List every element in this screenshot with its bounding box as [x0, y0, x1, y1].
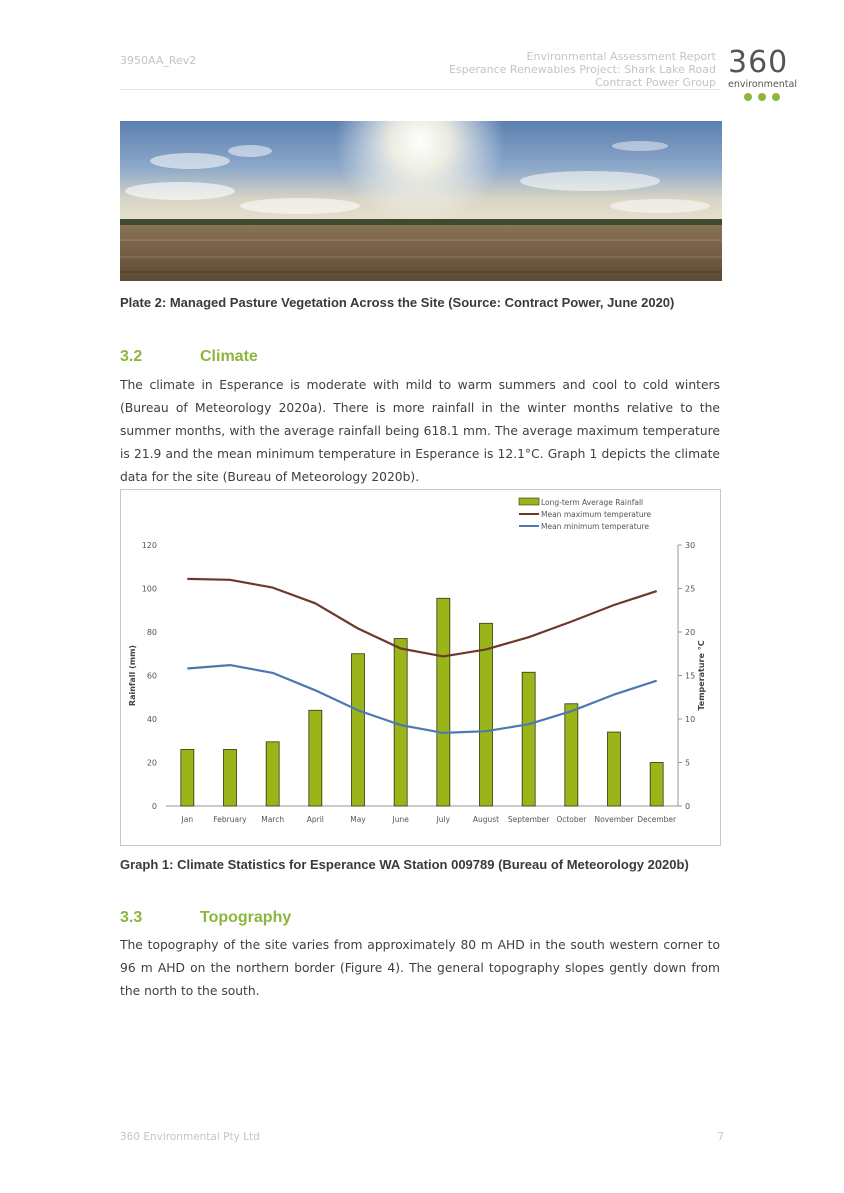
x-tick-label: December [637, 815, 677, 824]
document-reference: 3950AA_Rev2 [120, 54, 197, 67]
climate-chart [120, 489, 721, 846]
company-logo [728, 45, 808, 96]
rainfall-bar [352, 654, 365, 806]
header-divider [120, 89, 720, 90]
pasture-photo [120, 121, 722, 281]
climate-paragraph: The climate in Esperance is moderate with mild to warm summers and cool to cold winters (Bureau of Meteorology 2020a). There is more rainfall in the winter months relative to the summer months, with the average rainfall being 618.1 mm. The average maximum temperature is 21.9 and the mean minimum temperature in Esperance is 12.1°C. Graph 1 depicts the climate data for the site (Bureau of Meteorology 2020b). [120, 378, 720, 484]
rainfall-bar [650, 763, 663, 807]
page-number: 7 [717, 1131, 724, 1143]
rainfall-bar [181, 749, 194, 806]
max-temperature-line [187, 579, 656, 657]
x-tick-label: July [436, 815, 451, 824]
legend-label: Mean maximum temperature [541, 510, 652, 519]
legend-label: Long-term Average Rainfall [541, 498, 644, 507]
y-tick-label: 80 [146, 628, 157, 637]
header-titles [449, 50, 716, 89]
x-tick-label: March [261, 815, 285, 824]
rainfall-bar [266, 742, 279, 806]
x-tick-label: August [472, 815, 500, 824]
logo-word: environmental [728, 79, 797, 90]
rainfall-bar [522, 672, 535, 806]
logo-dots-icon [744, 88, 786, 106]
y2-tick-label: 5 [685, 758, 691, 768]
min-temperature-line [187, 665, 656, 733]
y2-axis-title: Temperature °C [697, 640, 706, 711]
y2-tick-label: 0 [685, 802, 691, 811]
rainfall-bar [608, 732, 621, 806]
legend-label: Mean minimum temperature [541, 522, 649, 531]
rainfall-bar [565, 704, 578, 806]
section-number: 3.3 [120, 909, 143, 926]
y2-tick-label: 10 [685, 715, 696, 724]
x-tick-label: April [306, 815, 324, 824]
rainfall-bar [394, 639, 407, 806]
graph-caption: Graph 1: Climate Statistics for Esperance WA Station 009789 (Bureau of Meteorology 2020b) [120, 857, 689, 872]
section-heading-climate [120, 348, 258, 366]
section-title: Topography [200, 909, 292, 926]
y-tick-label: 40 [146, 715, 157, 724]
x-tick-label: June [392, 815, 409, 824]
x-tick-label: September [507, 815, 550, 824]
header-title-project: Esperance Renewables Project: Shark Lake Road [448, 63, 716, 76]
y-tick-label: 100 [141, 584, 157, 594]
header-title-report: Environmental Assessment Report [526, 50, 716, 63]
footer-company: 360 Environmental Pty Ltd [120, 1131, 260, 1143]
y2-tick-label: 15 [685, 671, 696, 681]
climate-chart-svg [121, 490, 722, 847]
header-title-client: Contract Power Group [594, 76, 716, 89]
x-tick-label: October [556, 815, 587, 824]
y-tick-label: 120 [141, 541, 157, 550]
rainfall-bar [224, 749, 237, 806]
logo-number: 360 [728, 45, 789, 80]
x-tick-label: February [213, 815, 247, 824]
y-tick-label: 20 [146, 758, 157, 768]
y-tick-label: 0 [151, 802, 157, 811]
y-tick-label: 60 [146, 671, 157, 681]
section-title: Climate [200, 348, 258, 365]
x-tick-label: November [594, 815, 634, 824]
y2-tick-label: 20 [685, 628, 696, 637]
x-tick-label: Jan [181, 815, 194, 824]
section-heading-topography [120, 909, 291, 927]
legend-swatch-rainfall [519, 498, 539, 505]
x-tick-label: May [350, 815, 366, 824]
y-axis-title: Rainfall (mm) [128, 644, 137, 707]
rainfall-bar [309, 710, 322, 806]
topography-paragraph: The topography of the site varies from approximately 80 m AHD in the south western corner to 96 m AHD on the northern border (Figure 4). The general topography slopes gently down from the north to the south. [120, 938, 720, 998]
section-number: 3.2 [120, 348, 143, 365]
y2-tick-label: 25 [685, 584, 696, 594]
plate-caption: Plate 2: Managed Pasture Vegetation Across the Site (Source: Contract Power, June 2020) [120, 295, 675, 310]
rainfall-bar [437, 598, 450, 806]
y2-tick-label: 30 [685, 541, 696, 550]
